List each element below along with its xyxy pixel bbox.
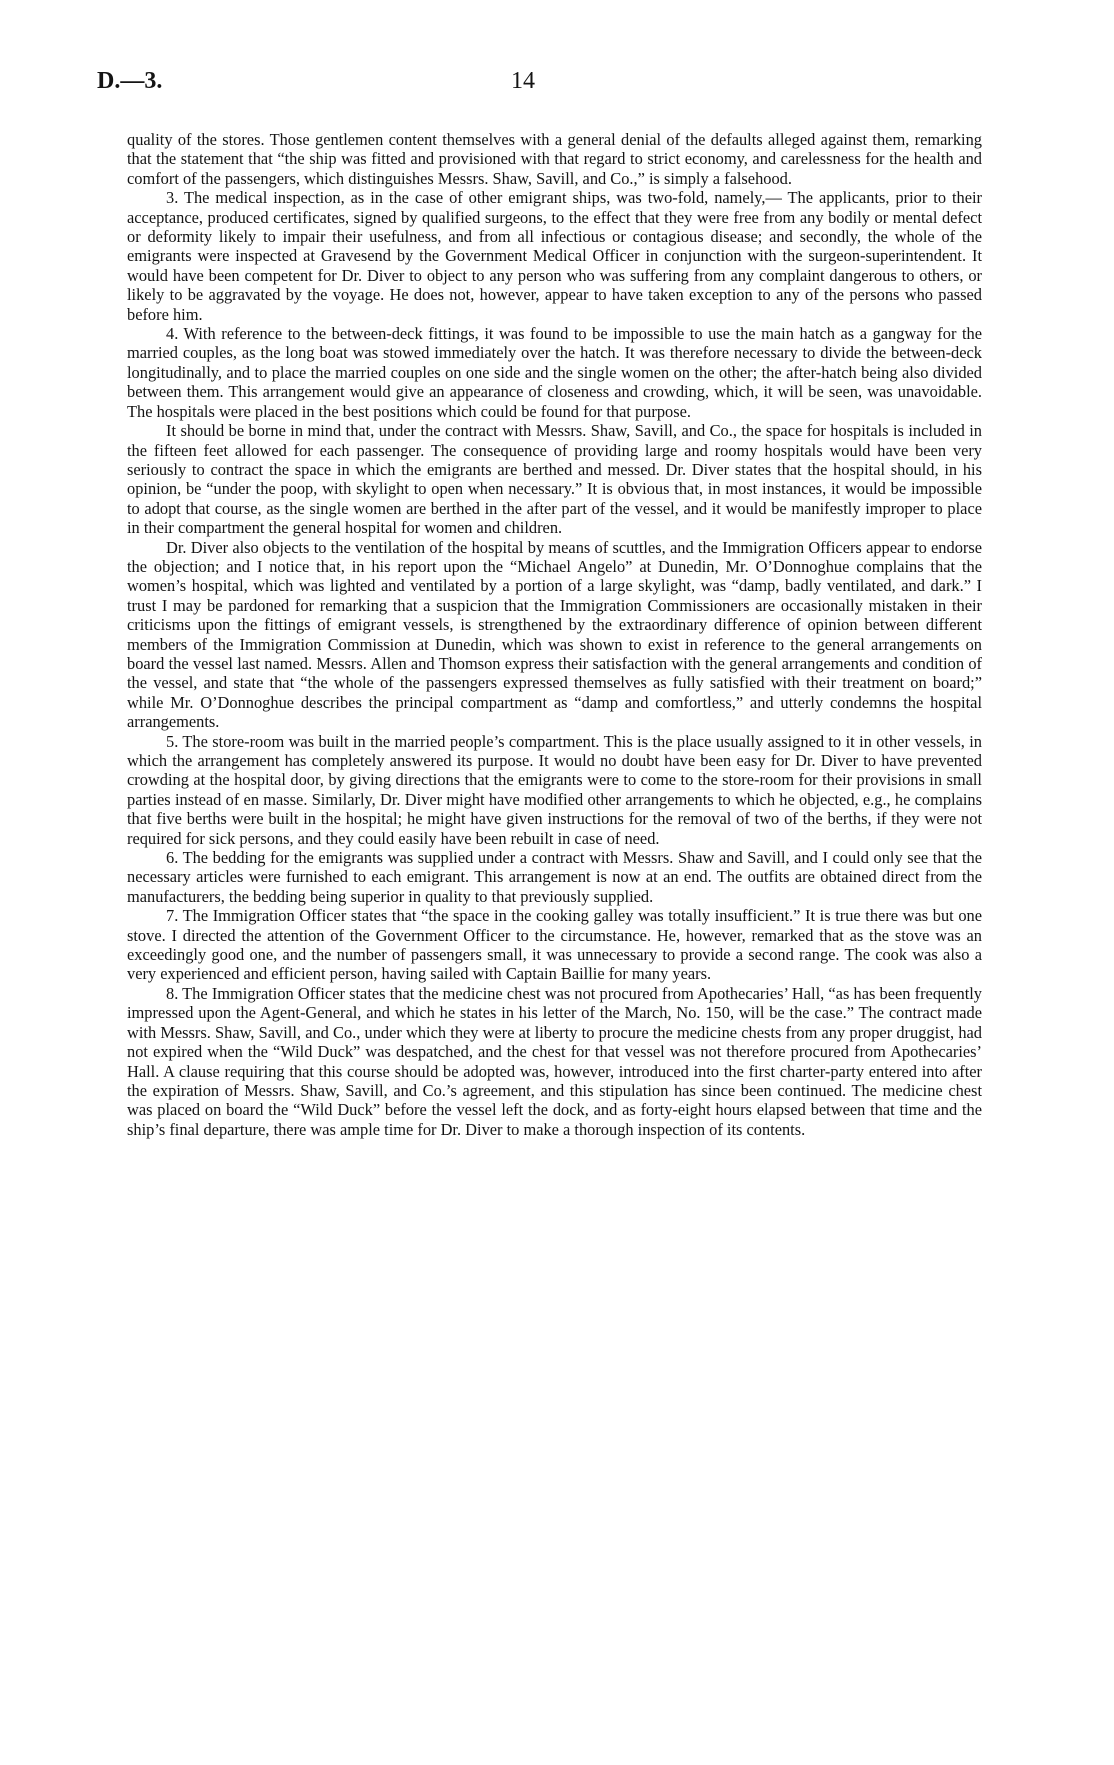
paragraph-continued: quality of the stores. Those gentlemen content themselves with a general denial of the defaults alleged against them, remarking that the statement that “the ship was fitted and provisioned with that regard to strict economy, and carelessness for the health and comfort of the passengers, which distinguishes Messrs. Shaw, Savill, and Co.,” is simply a falsehood. [127, 130, 982, 188]
paragraph-3-medical-inspection: 3. The medical inspection, as in the case of other emigrant ships, was two-fold, namely,— The applicants, prior to their acceptance, produced certificates, signed by qualified surgeons, to the effect that they were free from any bodily or mental defect or deformity likely to impair their usefulness, and from all infectious or contagious disease; and secondly, the whole of the emigrants were inspected at Gravesend by the Government Medical Officer in conjunction with the surgeon-superintendent. It would have been competent for Dr. Diver to object to any person who was suffering from any complaint dangerous to others, or likely to be aggravated by the voyage. He does not, however, appear to have taken exception to any of the persons who passed before him. [127, 188, 982, 324]
paragraph-4-between-deck-fittings: 4. With reference to the between-deck fittings, it was found to be impossible to use the main hatch as a gangway for the married couples, as the long boat was stowed immediately over the hatch. It was therefore necessary to divide the between-deck longitudinally, and to place the married couples on one side and the single women on the other; the after-hatch being also divided between them. This arrangement would give an appearance of closeness and crowding, which, it will be seen, was unavoidable. The hospitals were placed in the best positions which could be found for that purpose. [127, 324, 982, 421]
paragraph-hospital-ventilation: Dr. Diver also objects to the ventilation of the hospital by means of scuttles, and the Immigration Officers appear to endorse the objection; and I notice that, in his report upon the “Michael Angelo” at Dunedin, Mr. O’Donnoghue complains that the women’s hospital, which was lighted and ventilated by a portion of a large skylight, was “damp, badly ventilated, and dark.” I trust I may be pardoned for remarking that a suspicion that the Immigration Commissioners are occasionally mistaken in their criticisms upon the fittings of emigrant vessels, is strengthened by the extraordinary difference of opinion between different members of the Immigration Commission at Dunedin, which was shown to exist in reference to the general arrangements on board the vessel last named. Messrs. Allen and Thomson express their satisfaction with the general arrangements and condition of the vessel, and state that “the whole of the passengers expressed themselves as fully satisfied with their treatment on board;” while Mr. O’Donnoghue describes the principal compartment as “damp and comfortless,” and utterly condemns the hospital arrangements. [127, 537, 982, 732]
paragraph-8-medicine-chest: 8. The Immigration Officer states that the medicine chest was not procured from Apothecaries’ Hall, “as has been frequently impressed upon the Agent-General, and which he states in his letter of the March, No. 150, will be the case.” The contract made with Messrs. Shaw, Savill, and Co., under which they were at liberty to procure the medicine chests from any proper druggist, had not expired when the “Wild Duck” was despatched, and the chest for that vessel was not therefore procured from Apothecaries’ Hall. A clause requiring that this course should be adopted was, however, introduced into the first charter-party entered into after the expiration of Messrs. Shaw, Savill, and Co.’s agreement, and this stipulation has since been continued. The medicine chest was placed on board the “Wild Duck” before the vessel left the dock, and as forty-eight hours elapsed between that time and the ship’s final departure, there was ample time for Dr. Diver to make a thorough inspection of its contents. [127, 983, 982, 1139]
paragraph-7-cooking-galley: 7. The Immigration Officer states that “the space in the cooking galley was totally insufficient.” It is true there was but one stove. I directed the attention of the Government Officer to the circumstance. He, however, remarked that as the stove was an exceedingly good one, and the number of passengers small, it was unnecessary to provide a second range. The cook was also a very experienced and efficient person, having sailed with Captain Baillie for many years. [127, 906, 982, 984]
body-text [127, 130, 982, 1139]
paragraph-hospital-space: It should be borne in mind that, under the contract with Messrs. Shaw, Savill, and Co., the space for hospitals is included in the fifteen feet allowed for each passenger. The consequence of providing large and roomy hospitals would have been very seriously to contract the space in which the emigrants are berthed and messed. Dr. Diver states that the hospital should, in his opinion, be “under the poop, with skylight to open when necessary.” It is obvious that, in most instances, it would be impossible to adopt that course, as the single women are berthed in the after part of the vessel, and it would be manifestly improper to place in their compartment the general hospital for women and children. [127, 421, 982, 538]
document-code: D.—3. [97, 68, 163, 94]
paragraph-5-store-room: 5. The store-room was built in the married people’s compartment. This is the place usually assigned to it in other vessels, in which the arrangement has completely answered its purpose. It would no doubt have been easy for Dr. Diver to have prevented crowding at the hospital door, by giving directions that the emigrants were to come to the store-room for their provisions in small parties instead of en masse. Similarly, Dr. Diver might have modified other arrangements to which he objected, e.g., he complains that five berths were built in the hospital; he might have given instructions for the removal of two of the berths, if they were not required for sick persons, and they could easily have been rebuilt in case of need. [127, 731, 982, 848]
page-number: 14 [511, 68, 535, 94]
paragraph-6-bedding: 6. The bedding for the emigrants was supplied under a contract with Messrs. Shaw and Savill, and I could only see that the necessary articles were furnished to each emigrant. This arrangement is now at an end. The outfits are obtained direct from the manufacturers, the bedding being superior in quality to that previously supplied. [127, 848, 982, 906]
page-header [97, 68, 1017, 108]
